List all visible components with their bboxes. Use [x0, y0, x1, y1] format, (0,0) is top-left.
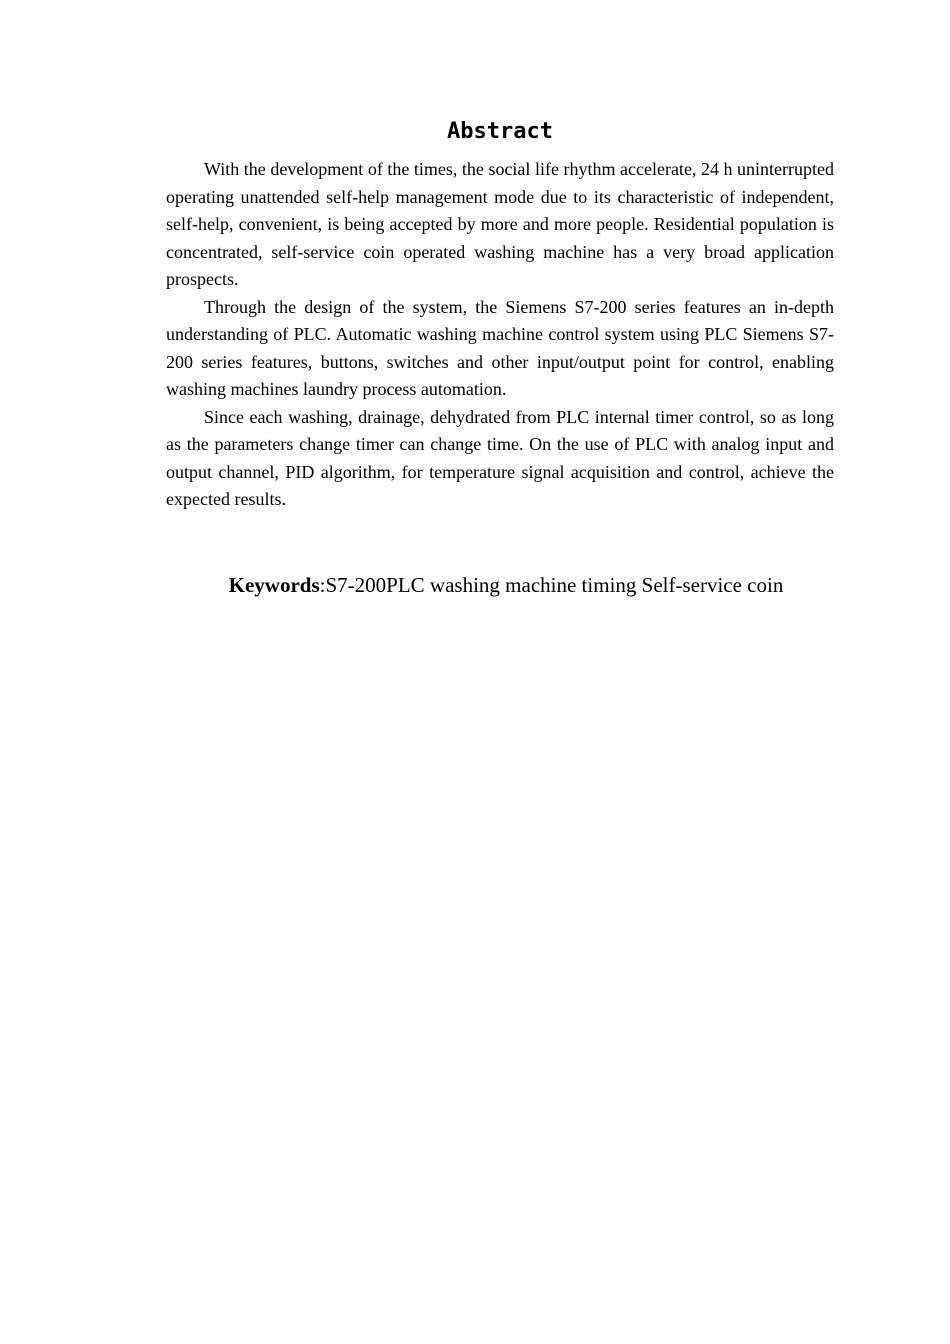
- abstract-paragraph-1: With the development of the times, the social life rhythm accelerate, 24 h uninterrupted operating unattended self-help management mode due to its characteristic of independent, self-help, convenient, is being accepted by more and more people. Residential population is concentrated, self-service coin operated washing machine has a very broad application prospects.: [166, 159, 834, 289]
- keywords-separator: :: [319, 573, 326, 597]
- keywords-line: [166, 570, 846, 600]
- abstract-title: Abstract: [447, 119, 553, 144]
- keywords-value: S7-200PLC washing machine timing Self-service coin: [325, 573, 784, 597]
- abstract-body: [166, 156, 834, 514]
- abstract-paragraph-2: Through the design of the system, the Siemens S7-200 series features an in-depth understanding of PLC. Automatic washing machine control system using PLC Siemens S7-200 series features, buttons, switches and other input/output point for control, enabling washing machines laundry process automation.: [166, 296, 834, 399]
- abstract-paragraph-3: Since each washing, drainage, dehydrated from PLC internal timer control, so as long as the parameters change timer can change time. On the use of PLC with analog input and output channel, PID algorithm, for temperature signal acquisition and control, achieve the expected results.: [166, 406, 834, 509]
- keywords-label: Keywords: [228, 573, 320, 597]
